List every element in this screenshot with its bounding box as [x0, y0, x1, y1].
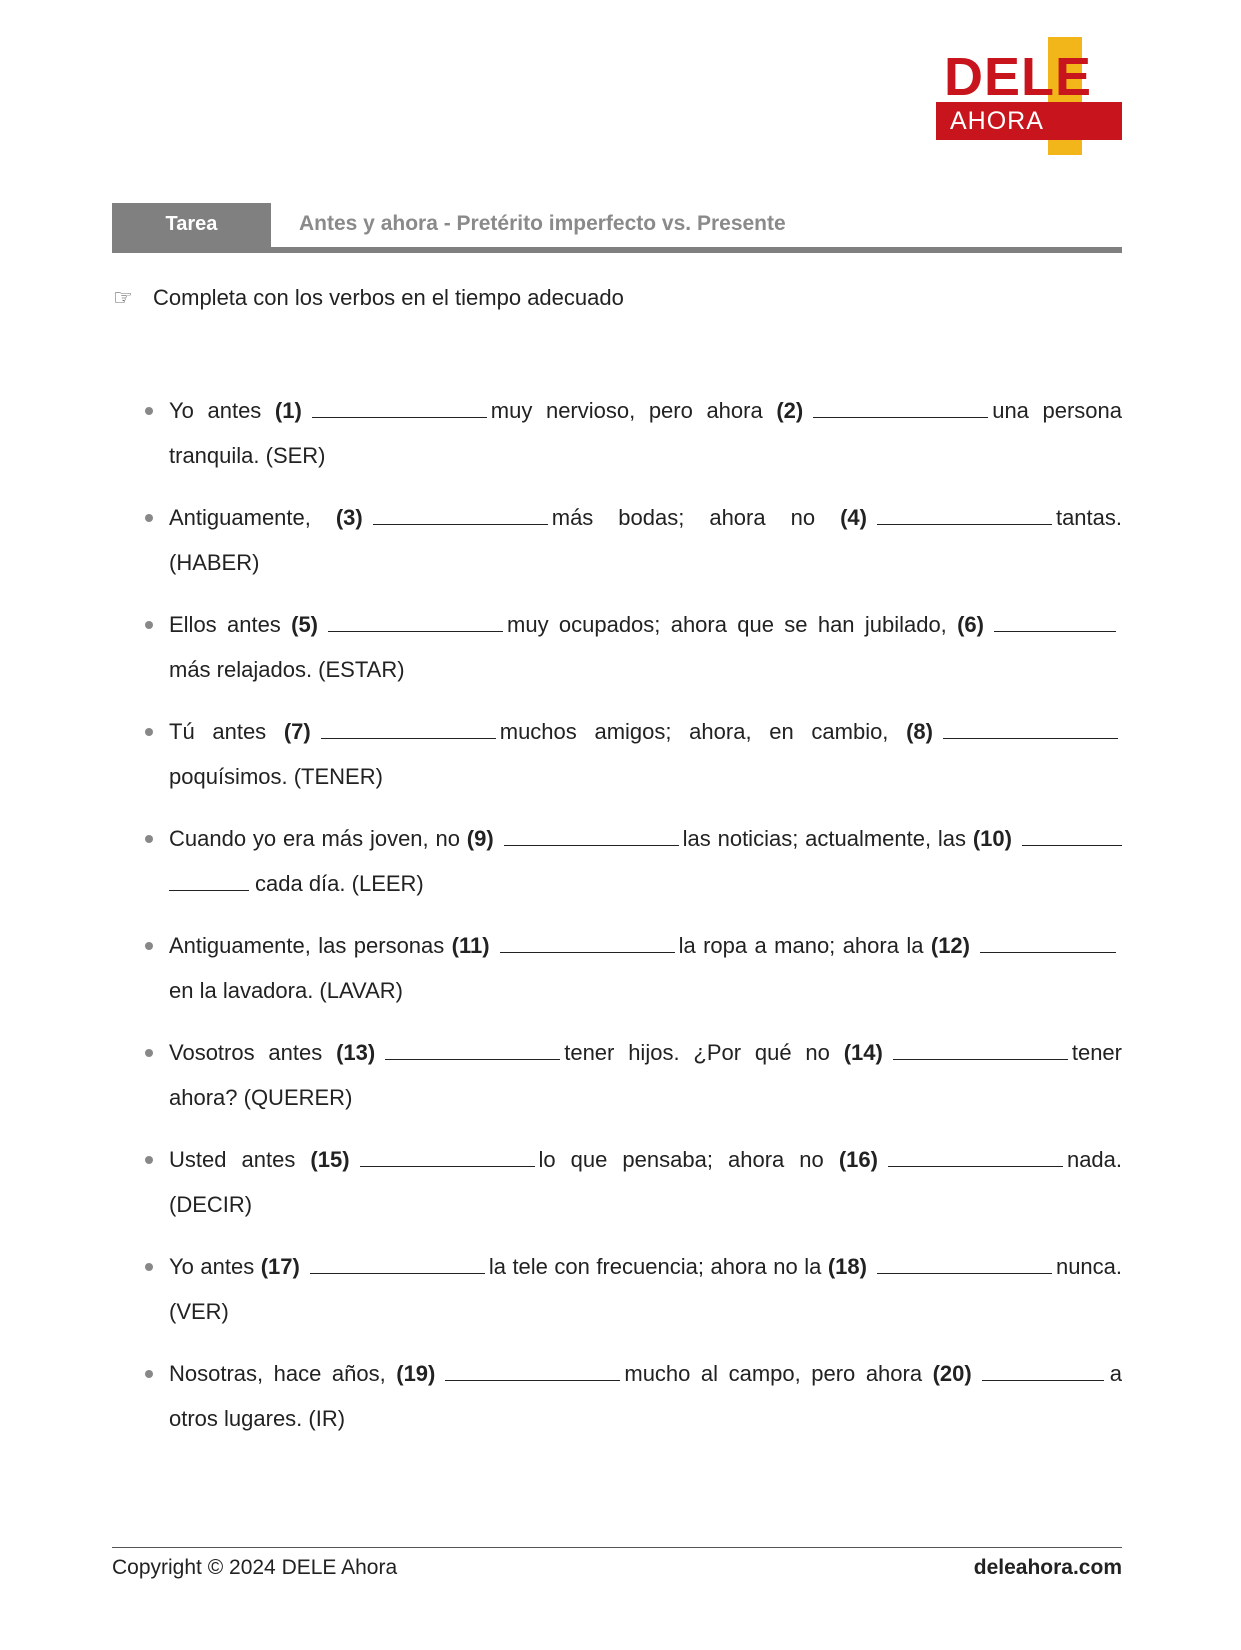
logo-sub-text: AHORA [950, 107, 1044, 135]
exercise-text: mucho al campo, pero ahora [624, 1361, 933, 1386]
gap-number: (4) [840, 505, 867, 530]
exercise-item [145, 816, 1122, 906]
gap-number: (10) [972, 826, 1012, 851]
answer-blank[interactable] [328, 611, 503, 632]
footer-rule [112, 1547, 1122, 1548]
task-title: Antes y ahora - Pretérito imperfecto vs. Presente [299, 212, 786, 235]
exercise-text: en la lavadora. (LAVAR) [169, 978, 403, 1003]
exercise-text: más bodas; ahora no [551, 505, 841, 530]
gap-number: (15) [310, 1147, 350, 1172]
dele-ahora-logo [936, 37, 1122, 155]
gap-number: (12) [930, 933, 970, 958]
gap-number: (6) [957, 612, 984, 637]
exercise-text: Ellos antes [169, 612, 292, 637]
bullet-icon [145, 835, 153, 843]
gap-number: (14) [843, 1040, 883, 1065]
gap-number: (11) [451, 933, 490, 958]
gap-number: (17) [260, 1254, 300, 1279]
bullet-icon [145, 728, 153, 736]
exercise-text: la tele con frecuencia; ahora no la [488, 1254, 828, 1279]
task-label: Tarea [112, 203, 271, 253]
gap-number: (5) [291, 612, 319, 637]
exercise-item [145, 1030, 1122, 1120]
exercise-text: Vosotros antes [169, 1040, 337, 1065]
footer-site: deleahora.com [973, 1556, 1122, 1579]
exercise-text: Cuando yo era más joven, no [169, 826, 467, 851]
gap-number: (19) [396, 1361, 436, 1386]
exercise-text: a otros lugares. (IR) [169, 1361, 1122, 1431]
exercise-item [145, 495, 1122, 585]
gap-number: (13) [336, 1040, 376, 1065]
exercise-item [145, 602, 1122, 692]
answer-blank[interactable] [321, 718, 496, 739]
exercise-list [145, 388, 1122, 1458]
gap-number: (16) [838, 1147, 878, 1172]
answer-blank[interactable] [310, 1253, 485, 1274]
exercise-text: las noticias; actualmente, las [682, 826, 973, 851]
answer-blank-continuation[interactable] [169, 870, 249, 891]
exercise-text: poquísimos. (TENER) [169, 764, 383, 789]
answer-blank[interactable] [877, 1253, 1052, 1274]
gap-number: (1) [274, 398, 302, 423]
gap-number: (18) [827, 1254, 867, 1279]
answer-blank[interactable] [888, 1146, 1063, 1167]
bullet-icon [145, 1049, 153, 1057]
answer-blank-continuation[interactable] [1094, 611, 1116, 632]
instruction [113, 282, 624, 315]
answer-blank[interactable] [893, 1039, 1068, 1060]
exercise-item [145, 1351, 1122, 1441]
logo-brand-text: DELE [944, 47, 1093, 107]
answer-blank[interactable] [504, 825, 679, 846]
exercise-text: más relajados. (ESTAR) [169, 657, 405, 682]
answer-blank[interactable] [312, 397, 487, 418]
exercise-text: nunca. (VER) [169, 1254, 1123, 1324]
exercise-text: cada día. (LEER) [255, 871, 424, 896]
answer-blank[interactable] [500, 932, 675, 953]
bullet-icon [145, 1370, 153, 1378]
bullet-icon [145, 407, 153, 415]
exercise-text: tener hijos. ¿Por qué no [564, 1040, 844, 1065]
exercise-text: lo que pensaba; ahora no [538, 1147, 839, 1172]
answer-blank[interactable] [813, 397, 988, 418]
answer-blank[interactable] [982, 1360, 1082, 1381]
exercise-text: Tú antes [169, 719, 284, 744]
pointing-hand-icon: ☞ [113, 286, 133, 311]
exercise-text: Yo antes [169, 1254, 261, 1279]
exercise-text: tantas. (HABER) [169, 505, 1122, 575]
answer-blank[interactable] [994, 611, 1094, 632]
header-rule [112, 247, 1122, 253]
bullet-icon [145, 1263, 153, 1271]
task-header [112, 203, 1122, 253]
exercise-text: Yo antes [169, 398, 275, 423]
gap-number: (7) [283, 719, 311, 744]
exercise-text: Nosotras, hace años, [169, 1361, 397, 1386]
answer-blank[interactable] [373, 504, 548, 525]
bullet-icon [145, 942, 153, 950]
answer-blank[interactable] [385, 1039, 560, 1060]
gap-number: (2) [776, 398, 804, 423]
answer-blank[interactable] [943, 718, 1118, 739]
exercise-text: muy nervioso, pero ahora [490, 398, 777, 423]
bullet-icon [145, 514, 153, 522]
instruction-text: Completa con los verbos en el tiempo adecuado [153, 285, 624, 310]
exercise-item [145, 709, 1122, 799]
footer-copyright: Copyright © 2024 DELE Ahora [112, 1556, 398, 1579]
exercise-text: la ropa a mano; ahora la [678, 933, 931, 958]
answer-blank-continuation[interactable] [1080, 932, 1116, 953]
answer-blank[interactable] [877, 504, 1052, 525]
answer-blank[interactable] [1022, 825, 1122, 846]
bullet-icon [145, 621, 153, 629]
exercise-item [145, 1244, 1122, 1334]
bullet-icon [145, 1156, 153, 1164]
gap-number: (8) [906, 719, 933, 744]
exercise-item [145, 923, 1122, 1013]
exercise-text: nada. (DECIR) [169, 1147, 1123, 1217]
exercise-text: muchos amigos; ahora, en cambio, [499, 719, 907, 744]
gap-number: (3) [335, 505, 363, 530]
gap-number: (20) [932, 1361, 972, 1386]
answer-blank[interactable] [360, 1146, 535, 1167]
exercise-text: Antiguamente, [169, 505, 336, 530]
answer-blank[interactable] [445, 1360, 620, 1381]
exercise-item [145, 1137, 1122, 1227]
answer-blank-continuation[interactable] [1082, 1360, 1104, 1381]
exercise-text: una persona tranquila. (SER) [169, 398, 1123, 468]
exercise-text: Usted antes [169, 1147, 311, 1172]
exercise-text: tener ahora? (QUERER) [169, 1040, 1122, 1110]
answer-blank[interactable] [980, 932, 1080, 953]
exercise-text: Antiguamente, las personas [169, 933, 452, 958]
exercise-text: muy ocupados; ahora que se han jubilado, [507, 612, 958, 637]
exercise-item [145, 388, 1122, 478]
gap-number: (9) [466, 826, 494, 851]
